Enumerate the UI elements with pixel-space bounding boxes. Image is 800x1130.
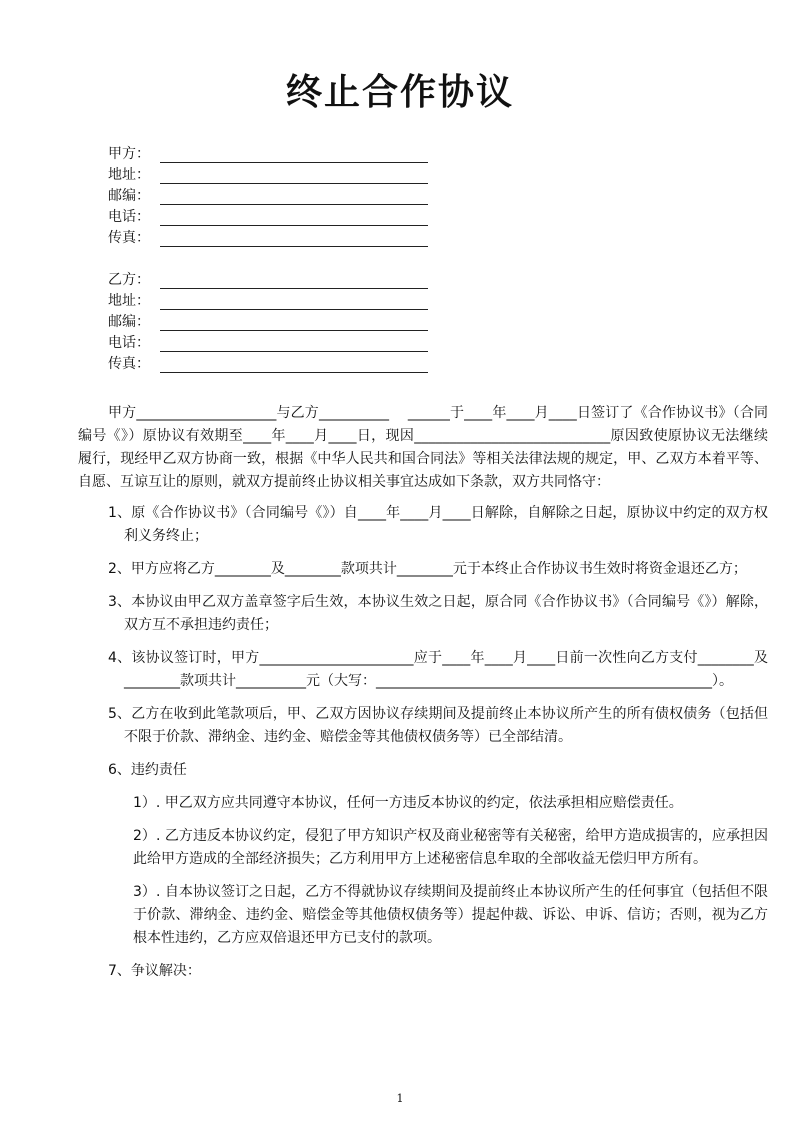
clause-2: 2、甲方应将乙方________及________款项共计________元于本终止合作协议书生效时将资金退还乙方；: [108, 561, 747, 577]
party-a-postcode-label: 邮编：: [108, 188, 150, 204]
party-a-address-row: [108, 163, 428, 184]
intro-paragraph: 甲方____________________与乙方__________ ______于____年____月____日签订了《合作协议书》（合同编号《》）原协议有效期至____年____月____日，现因____________________________原因致使原协议无法继续履行，现经甲乙双方协商一致，根据《中华人民共和国合同法》等相关法律法规的规定，甲、乙双方本着平等、自愿、互谅互让的原则，就双方提前终止协议相关事宜达成如下条款，双方共同恪守：: [78, 405, 768, 490]
party-a-name-field[interactable]: [160, 147, 428, 163]
clause-6-heading: 6、违约责任: [108, 762, 187, 778]
page-title: 终止合作协议: [285, 72, 514, 113]
party-a-phone-label: 电话：: [108, 209, 150, 225]
party-b-address-row: [108, 289, 428, 310]
clause-6-1: 1）. 甲乙双方应共同遵守本协议，任何一方违反本协议的约定，依法承担相应赔偿责任。: [133, 795, 683, 811]
party-b-address-label: 地址：: [108, 293, 150, 309]
clause-4: 4、该协议签订时，甲方______________________应于____年____月____日前一次性向乙方支付________及________款项共计__________元（大写：________________________________________________）。: [108, 650, 768, 689]
party-b-phone-field[interactable]: [160, 336, 428, 352]
party-a-phone-field[interactable]: [160, 210, 428, 226]
clause-1: 1、原《合作协议书》（合同编号《》）自____年____月____日解除，自解除之日起，原协议中约定的双方权利义务终止；: [108, 505, 768, 544]
party-a-postcode-field[interactable]: [160, 189, 428, 205]
party-a-address-label: 地址：: [108, 167, 150, 183]
party-b-postcode-field[interactable]: [160, 315, 428, 331]
party-a-phone-row: [108, 205, 428, 226]
party-a-fax-field[interactable]: [160, 231, 428, 247]
party-b-fax-label: 传真：: [108, 356, 150, 372]
party-b-phone-label: 电话：: [108, 335, 150, 351]
party-a-address-field[interactable]: [160, 168, 428, 184]
clause-3: 3、本协议由甲乙双方盖章签字后生效，本协议生效之日起，原合同《合作协议书》（合同编号《》）解除，双方互不承担违约责任；: [108, 594, 768, 633]
party-b-name-field[interactable]: [160, 273, 428, 289]
party-a-name-row: [108, 142, 428, 163]
agreement-body: [78, 402, 768, 983]
party-a-fax-label: 传真：: [108, 230, 150, 246]
party-b-postcode-row: [108, 310, 428, 331]
clause-7-heading: 7、争议解决：: [108, 963, 201, 979]
clause-6-2: 2）. 乙方违反本协议约定，侵犯了甲方知识产权及商业秘密等有关秘密，给甲方造成损害的，应承担因此给甲方造成的全部经济损失；乙方利用甲方上述秘密信息牟取的全部收益无偿归甲方所有。: [133, 828, 768, 867]
party-b-block: [108, 268, 428, 373]
party-b-fax-row: [108, 352, 428, 373]
party-b-phone-row: [108, 331, 428, 352]
party-a-postcode-row: [108, 184, 428, 205]
party-b-name-label: 乙方：: [108, 272, 150, 288]
party-b-postcode-label: 邮编：: [108, 314, 150, 330]
clause-5: 5、乙方在收到此笔款项后，甲、乙双方因协议存续期间及提前终止本协议所产生的所有债权债务（包括但不限于价款、滞纳金、违约金、赔偿金等其他债权债务等）已全部结清。: [108, 706, 768, 745]
party-b-address-field[interactable]: [160, 294, 428, 310]
party-a-name-label: 甲方：: [108, 146, 150, 162]
party-a-block: [108, 142, 428, 247]
party-a-fax-row: [108, 226, 428, 247]
party-b-fax-field[interactable]: [160, 357, 428, 373]
clause-6-3: 3）. 自本协议签订之日起，乙方不得就协议存续期间及提前终止本协议所产生的任何事宜（包括但不限于价款、滞纳金、违约金、赔偿金等其他债权债务等）提起仲裁、诉讼、申诉、信访；否则，视为乙方根本性违约，乙方应双倍退还甲方已支付的款项。: [133, 884, 768, 946]
party-b-name-row: [108, 268, 428, 289]
page-number: 1: [396, 1092, 404, 1105]
